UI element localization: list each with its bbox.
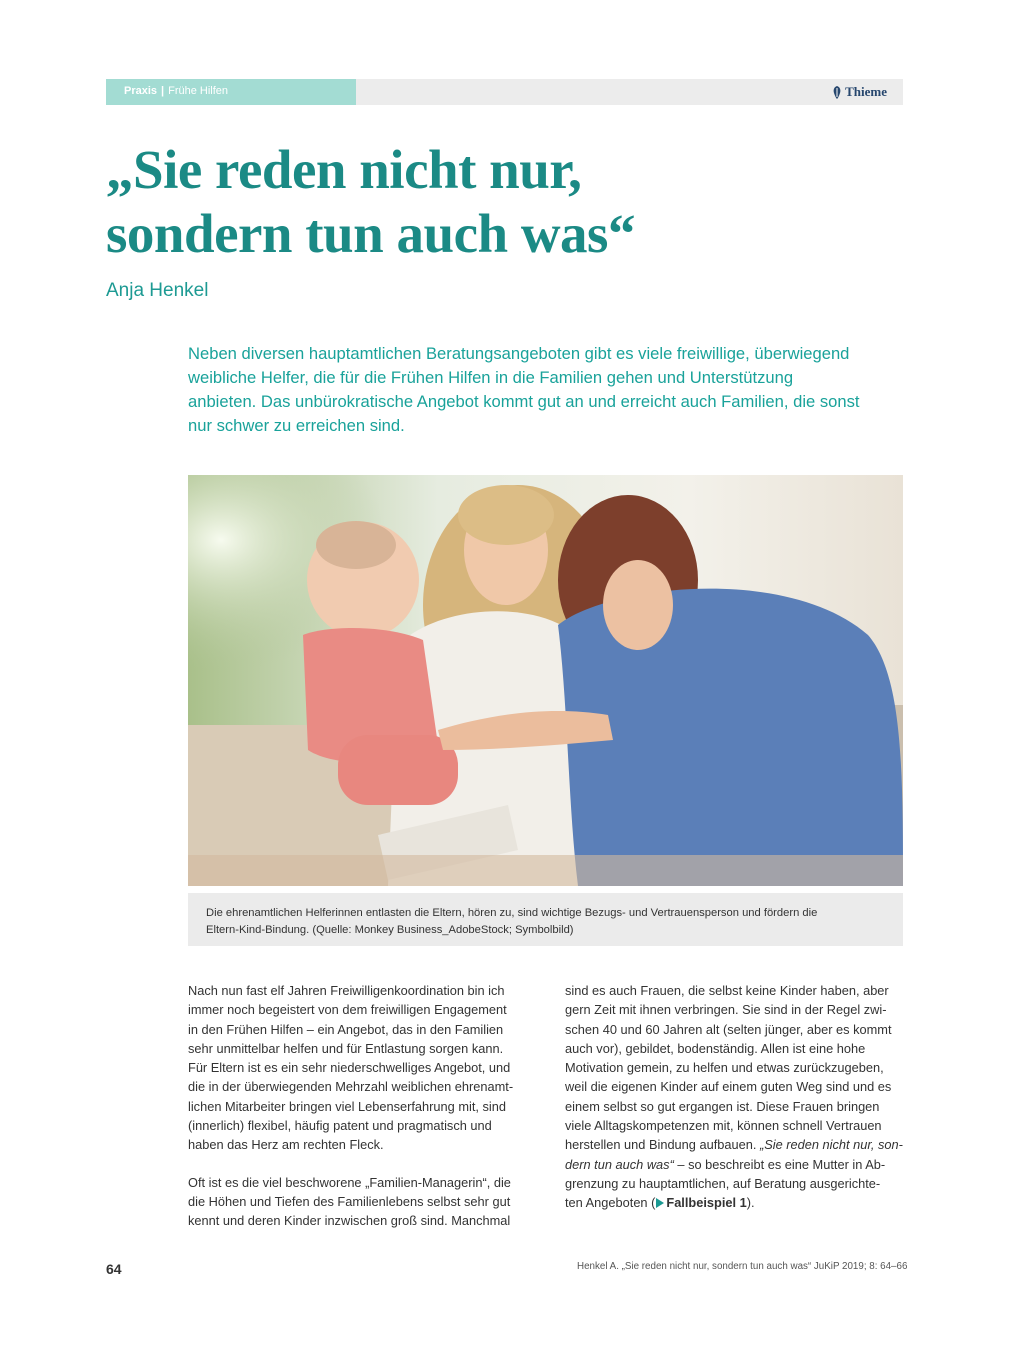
body-line: die in der überwiegenden Mehrzahl weiblichen ehrenamt-	[188, 1079, 514, 1095]
body-line: sind es auch Frauen, die selbst keine Kinder haben, aber	[565, 983, 889, 998]
body-line: gern Zeit mit ihnen verbringen. Sie sind in der Regel zwi-	[565, 1002, 887, 1018]
body-line: kennt und deren Kinder inzwischen groß sind. Manchmal	[188, 1213, 511, 1229]
figure-caption	[188, 893, 903, 946]
body-line: herstellen und Bindung aufbauen. „Sie reden nicht nur, son-	[565, 1137, 903, 1153]
body-line: dern tun auch was“ – so beschreibt es eine Mutter in Ab-	[565, 1156, 886, 1172]
body-line: Oft ist es die viel beschworene „Familien-Managerin“, die	[188, 1174, 511, 1190]
arrow-right-icon	[656, 1198, 664, 1208]
section-label: Praxis | Frühe Hilfen	[106, 79, 356, 105]
body-line: (innerlich) flexibel, häufig patent und pragmatisch und	[188, 1118, 492, 1134]
body-line: viele Alltagskompetenzen mit, können schnell Vertrauen	[565, 1118, 882, 1134]
subsection-name: Frühe Hilfen	[168, 85, 229, 97]
body-line: sehr unmittelbar helfen und für Entlastung sorgen kann.	[188, 1040, 504, 1056]
body-column-left	[188, 981, 526, 1231]
publisher-name: Thieme	[845, 84, 887, 99]
body-line: einem selbst so gut ergangen ist. Diese Frauen bringen	[565, 1098, 880, 1114]
body-line: die Höhen und Tiefen des Familienlebens selbst sehr gut	[188, 1193, 511, 1209]
thieme-logo-icon	[832, 86, 842, 99]
article-title	[106, 138, 906, 266]
body-line: haben das Herz am rechten Fleck.	[188, 1137, 384, 1153]
lead-line: weibliche Helfer, die für die Frühen Hilfen in die Familien gehen und Unterstützung	[188, 368, 794, 387]
body-line: schen 40 und 60 Jahren alt (selten jünger, aber es kommt	[565, 1021, 892, 1037]
author-name: Anja Henkel	[106, 280, 209, 301]
body-line: Für Eltern ist es ein sehr niederschwelliges Angebot, und	[188, 1060, 511, 1076]
title-line-2: sondern tun auch was“	[106, 203, 635, 264]
publisher-logo	[832, 79, 887, 105]
photo-illustration	[188, 475, 903, 886]
body-line: weil die eigenen Kinder auf einem guten Weg sind und es	[565, 1079, 892, 1095]
section-name: Praxis	[124, 85, 158, 97]
case-study-link[interactable]: Fallbeispiel 1	[666, 1195, 747, 1211]
page-number: 64	[106, 1261, 122, 1277]
citation: Henkel A. „Sie reden nicht nur, sondern tun auch was“ JuKiP 2019; 8: 64–66	[577, 1261, 908, 1272]
lead-paragraph	[188, 342, 908, 438]
caption-line: Die ehrenamtlichen Helferinnen entlasten die Eltern, hören zu, sind wichtige Bezugs- und Vertrauensperson und fördern die	[206, 907, 818, 919]
running-header	[106, 79, 903, 105]
caption-line: Eltern-Kind-Bindung. (Quelle: Monkey Business_AdobeStock; Symbolbild)	[206, 924, 574, 936]
body-line: Motivation gemein, zu helfen und etwas zurückzugeben,	[565, 1060, 884, 1076]
lead-line: anbieten. Das unbürokratische Angebot kommt gut an und erreicht auch Familien, die sonst	[188, 392, 860, 411]
quote-italic: dern tun auch was“	[565, 1156, 674, 1172]
body-line: lichen Mitarbeiter bringen viel Lebenserfahrung mit, sind	[188, 1098, 506, 1114]
body-column-right	[565, 981, 903, 1213]
body-line: immer noch begeistert von dem freiwilligen Engagement	[188, 1002, 507, 1018]
lead-line: nur schwer zu erreichen sind.	[188, 416, 405, 435]
title-line-1: „Sie reden nicht nur,	[106, 139, 582, 200]
quote-italic: „Sie reden nicht nur, son-	[759, 1137, 903, 1153]
body-line: in den Frühen Hilfen – ein Angebot, das in den Familien	[188, 1021, 504, 1037]
body-line: ten Angeboten ( Fallbeispiel 1).	[565, 1195, 755, 1211]
article-photo	[188, 475, 903, 886]
lead-line: Neben diversen hauptamtlichen Beratungsangeboten gibt es viele freiwillige, überwiegend	[188, 344, 850, 363]
body-line: auch vor), gebildet, bodenständig. Allen ist eine hohe	[565, 1040, 866, 1056]
body-line: Nach nun fast elf Jahren Freiwilligenkoordination bin ich	[188, 983, 505, 998]
body-line: grenzung zu hauptamtlichen, auf Beratung ausgerichte-	[565, 1175, 881, 1191]
